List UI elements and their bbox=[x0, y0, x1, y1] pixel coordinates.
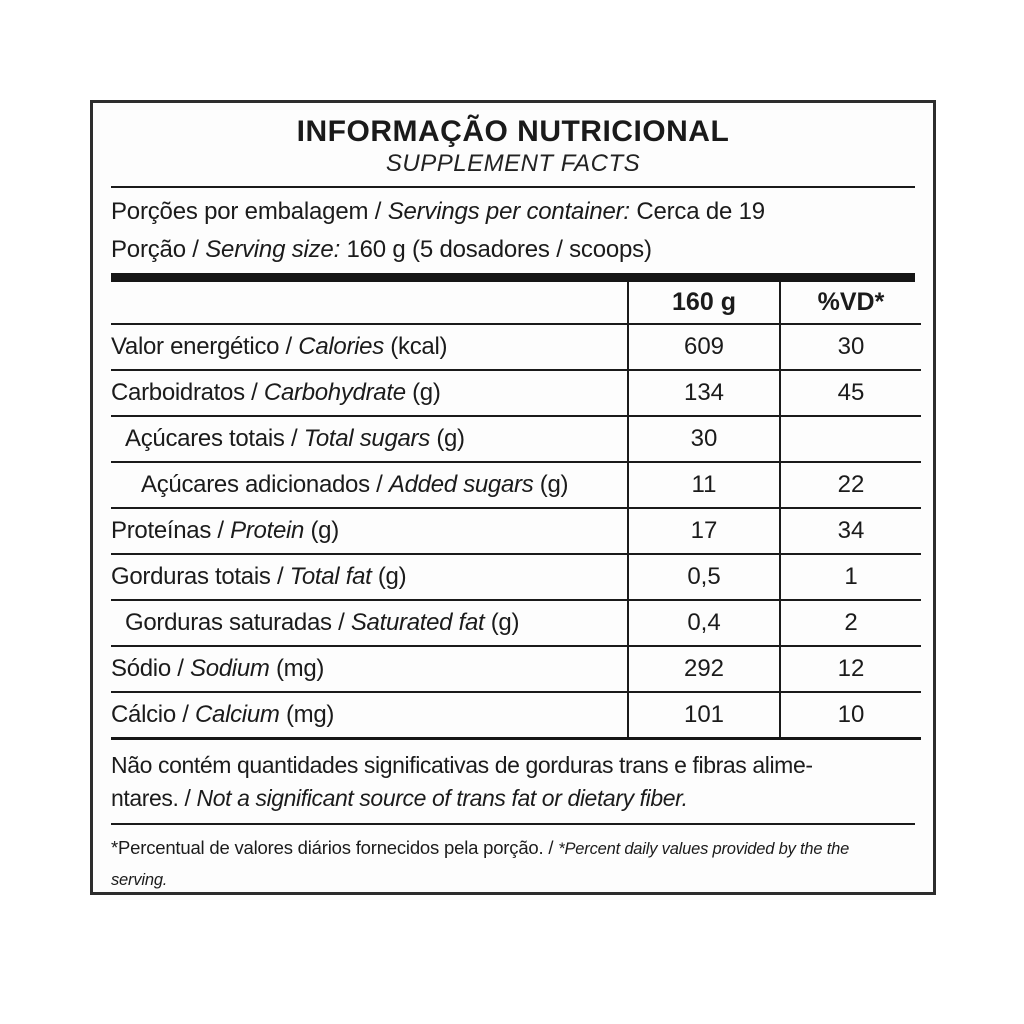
daily-value-footnote bbox=[111, 833, 915, 895]
thick-separator-bar bbox=[111, 273, 915, 282]
serving-size-value: 160 g (5 dosadores / scoops) bbox=[340, 236, 652, 263]
nutrient-dv-cell bbox=[780, 416, 921, 462]
nutrient-name-cell bbox=[111, 370, 628, 416]
nutrient-dv-cell: 34 bbox=[780, 508, 921, 554]
serving-size-pt: Porção / bbox=[111, 236, 206, 263]
nutrient-amount-cell: 101 bbox=[628, 692, 780, 739]
serving-size-en: Serving size: bbox=[205, 236, 341, 263]
table-row bbox=[111, 508, 921, 554]
nutrient-name-cell bbox=[111, 554, 628, 600]
nutrient-name-en: Total fat bbox=[289, 563, 372, 590]
nutrient-name-en: Calcium bbox=[195, 701, 280, 728]
nutrient-name-cell bbox=[111, 646, 628, 692]
nutrient-amount-cell: 30 bbox=[628, 416, 780, 462]
nutrient-name-en: Sodium bbox=[190, 655, 270, 682]
nutrient-unit: (g) bbox=[304, 517, 339, 544]
nutrient-unit: (mg) bbox=[269, 655, 325, 682]
nutrient-amount-cell: 0,4 bbox=[628, 600, 780, 646]
nutrient-amount-cell: 11 bbox=[628, 462, 780, 508]
servings-per-container-line bbox=[111, 193, 915, 231]
trans-fat-note-line2-en: Not a significant source of trans fat or dietary fiber. bbox=[196, 785, 688, 811]
divider-above-footnote bbox=[111, 823, 915, 825]
table-row bbox=[111, 600, 921, 646]
nutrient-amount-cell: 134 bbox=[628, 370, 780, 416]
nutrient-name-cell bbox=[111, 416, 628, 462]
table-row bbox=[111, 646, 921, 692]
label-title: INFORMAÇÃO NUTRICIONAL bbox=[296, 115, 730, 148]
nutrient-unit: (g) bbox=[371, 563, 407, 590]
serving-size-line bbox=[111, 231, 915, 269]
nutrient-dv-cell: 1 bbox=[780, 554, 921, 600]
nutrient-unit: (g) bbox=[533, 471, 569, 498]
header-empty-cell bbox=[111, 282, 628, 324]
table-row bbox=[111, 692, 921, 739]
nutrient-name-en: Carbohydrate bbox=[263, 379, 406, 406]
trans-fat-note-line2-pt: ntares. / bbox=[111, 785, 197, 811]
nutrient-name-pt: Carboidratos / bbox=[111, 379, 264, 406]
nutrient-name-pt: Açúcares totais / bbox=[125, 425, 304, 452]
nutrient-name-en: Total sugars bbox=[303, 425, 430, 452]
header-amount-per-serving: 160 g bbox=[628, 282, 780, 324]
nutrient-dv-cell: 30 bbox=[780, 324, 921, 370]
nutrient-name-pt: Cálcio / bbox=[111, 701, 195, 728]
trans-fat-note bbox=[111, 749, 915, 815]
serving-info-block bbox=[111, 193, 915, 269]
daily-value-footnote-en-line2: serving. bbox=[111, 871, 168, 889]
nutrient-dv-cell: 10 bbox=[780, 692, 921, 739]
table-row bbox=[111, 370, 921, 416]
nutrition-facts-table bbox=[111, 282, 921, 740]
nutrient-name-cell bbox=[111, 462, 628, 508]
nutrient-dv-cell: 45 bbox=[780, 370, 921, 416]
servings-per-container-en: Servings per container: bbox=[387, 198, 630, 225]
nutrient-unit: (kcal) bbox=[383, 333, 448, 360]
nutrient-unit: (g) bbox=[405, 379, 441, 406]
nutrient-name-cell bbox=[111, 692, 628, 739]
label-subtitle: SUPPLEMENT FACTS bbox=[385, 150, 641, 177]
nutrient-unit: (g) bbox=[484, 609, 520, 636]
table-row bbox=[111, 416, 921, 462]
nutrient-name-cell bbox=[111, 508, 628, 554]
nutrient-amount-cell: 17 bbox=[628, 508, 780, 554]
nutrient-name-en: Calories bbox=[298, 333, 384, 360]
nutrient-name-en: Saturated fat bbox=[350, 609, 485, 636]
table-header-row bbox=[111, 282, 921, 324]
table-row bbox=[111, 554, 921, 600]
nutrient-name-cell bbox=[111, 600, 628, 646]
nutrient-amount-cell: 0,5 bbox=[628, 554, 780, 600]
servings-per-container-pt: Porções por embalagem / bbox=[111, 198, 388, 225]
nutrient-amount-cell: 292 bbox=[628, 646, 780, 692]
nutrient-name-en: Added sugars bbox=[388, 471, 534, 498]
daily-value-footnote-pt: *Percentual de valores diários fornecidos pela porção. / bbox=[111, 837, 559, 858]
nutrient-amount-cell: 609 bbox=[628, 324, 780, 370]
daily-value-footnote-en-line1: *Percent daily values provided by the the bbox=[558, 840, 850, 858]
nutrient-dv-cell: 22 bbox=[780, 462, 921, 508]
nutrient-name-pt: Açúcares adicionados / bbox=[141, 471, 389, 498]
nutrient-name-pt: Sódio / bbox=[111, 655, 190, 682]
trans-fat-note-line1: Não contém quantidades significativas de gorduras trans e fibras alime- bbox=[111, 752, 813, 778]
nutrient-dv-cell: 2 bbox=[780, 600, 921, 646]
nutrient-name-en: Protein bbox=[230, 517, 305, 544]
nutrient-rows bbox=[111, 324, 921, 739]
table-row bbox=[111, 462, 921, 508]
header-percent-daily-value: %VD* bbox=[780, 282, 921, 324]
table-row bbox=[111, 324, 921, 370]
nutrient-unit: (mg) bbox=[279, 701, 335, 728]
nutrient-unit: (g) bbox=[429, 425, 465, 452]
divider-under-title bbox=[111, 186, 915, 188]
nutrient-dv-cell: 12 bbox=[780, 646, 921, 692]
nutrient-name-pt: Gorduras saturadas / bbox=[125, 609, 351, 636]
nutrition-label-panel bbox=[90, 100, 936, 895]
nutrient-name-pt: Valor energético / bbox=[111, 333, 299, 360]
nutrient-name-cell bbox=[111, 324, 628, 370]
nutrient-name-pt: Proteínas / bbox=[111, 517, 231, 544]
servings-per-container-value: Cerca de 19 bbox=[629, 198, 765, 225]
nutrient-name-pt: Gorduras totais / bbox=[111, 563, 290, 590]
